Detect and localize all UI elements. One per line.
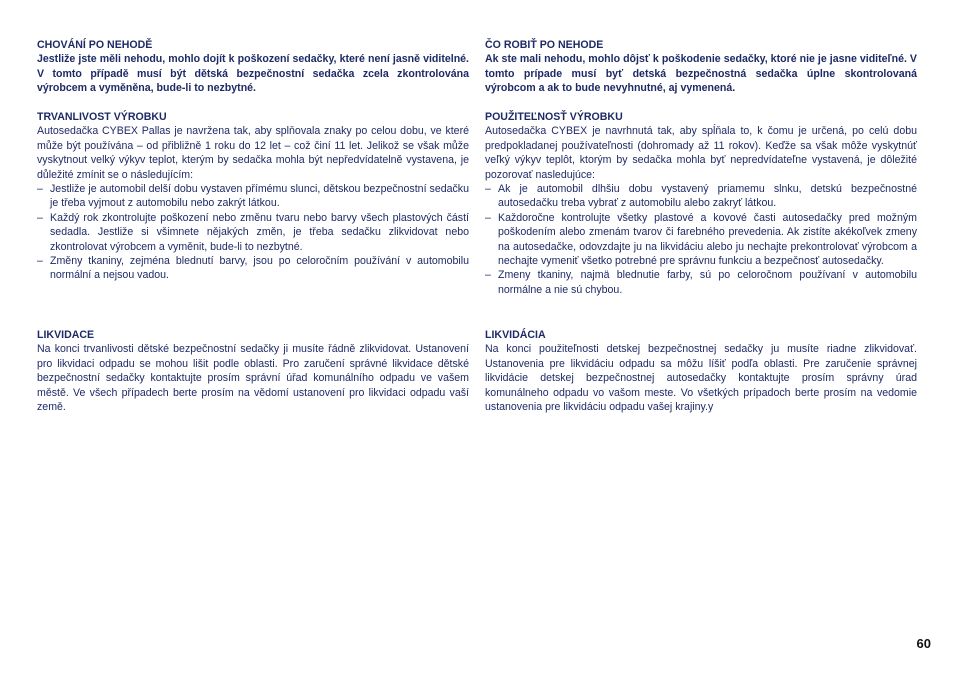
list-item — [37, 211, 469, 254]
warning-text: Jestliže jste měli nehodu, mohlo dojít k poškození sedačky, které není jasně viditelné. V tomto případě musí být dětská bezpečnostní sedačka zcela zkontrolována výrobcem a vyměněna, bude-li to nezbytné. — [37, 53, 469, 95]
crash-section — [37, 38, 469, 96]
dash-list — [37, 182, 469, 283]
dash-list — [485, 182, 917, 297]
paragraph: Na konci použiteľnosti detskej bezpečnostnej sedačky ju musíte riadne zlikvidovať. Ustanovenia pre likvidáciu odpadu sa môžu líšiť podľa oblasti. Pre zaručenie správnej likvidácie detskej bezpečnostnej autosedačky kontaktujte prosím správny úrad komunálneho odpadu vo vašom meste. Vo všetkých prípadoch berte prosím na vedomie ustanovenia pre likvidáciu odpadu vašej krajiny.y — [485, 343, 917, 414]
paragraph: Autosedačka CYBEX Pallas je navržena tak, aby splňovala znaky po celou dobu, ve které může být používána – od přibližně 1 roku do 12 let – což činí 11 let. Jelikož se však může vyskytnout velký výkyv teplot, kterým by sedačka mohla být nepředvídatelně vystavena, je důležité zmínit se o následujícím: — [37, 125, 469, 181]
list-item-text: Každoročne kontrolujte všetky plastové a kovové časti autosedačky pred možným poškodením alebo zmenám tvarov či farebného prevedenia. Ak zistíte akékoľvek zmeny na autosedačke, odovzdajte ju na likvidáciu alebo ju nechajte prekontrolovať výrobcom a nechajte vymeniť všetko potrebné pre správnu funkciu a bezpečnosť autosedačky. — [498, 211, 917, 268]
list-item — [485, 211, 917, 269]
durability-section — [485, 110, 917, 297]
section-heading: POUŽITEĽNOSŤ VÝROBKU — [485, 111, 623, 123]
dash-bullet: – — [37, 183, 43, 196]
disposal-section — [37, 328, 469, 414]
dash-bullet: – — [37, 211, 43, 224]
dash-bullet: – — [485, 269, 491, 282]
section-heading: CHOVÁNÍ PO NEHODĚ — [37, 39, 153, 51]
page-number: 60 — [916, 636, 931, 651]
dash-bullet: – — [485, 211, 491, 224]
section-heading: TRVANLIVOST VÝROBKU — [37, 111, 167, 123]
list-item-text: Změny tkaniny, zejména blednutí barvy, jsou po celoročním používání v automobilu normální a nejsou vadou. — [50, 255, 469, 282]
list-item-text: Zmeny tkaniny, najmä blednutie farby, sú po celoročnom používaní v automobilu normálne a nie sú chybou. — [498, 269, 917, 296]
list-item — [37, 182, 469, 211]
list-item-text: Jestliže je automobil delší dobu vystaven přímému slunci, dětskou bezpečnostní sedačku je třeba vyjmout z automobilu nebo zakrýt látkou. — [50, 183, 469, 210]
list-item — [485, 182, 917, 211]
dash-bullet: – — [485, 183, 491, 196]
disposal-section — [485, 328, 917, 414]
paragraph: Na konci trvanlivosti dětské bezpečnostní sedačky ji musíte řádně zlikvidovat. Ustanovení pro likvidaci odpadu se mohou lišit podle oblasti. Pro zaručení správné likvidace dětské bezpečnostní sedačky kontaktujte prosím správní úřad komunálního odpadu ve vašem městě. Ve všech případech berte prosím na vědomí ustanovení pro likvidaci odpadu vaší země. — [37, 343, 469, 414]
crash-section — [485, 38, 917, 96]
list-item-text: Každý rok zkontrolujte poškození nebo změnu tvaru nebo barvy všech plastových částí sedadla. Jestliže si všimnete nějakých změn, je třeba sedačku zlikvidovat nebo zkontrolovat výrobcem a vyměnit, bude-li to nezbytné. — [50, 211, 469, 253]
list-item — [485, 268, 917, 297]
paragraph: Autosedačka CYBEX je navrhnutá tak, aby spĺňala to, k čomu je určená, po celú dobu predpokladanej používateľnosti (dohromady až 11 rokov). Keďže sa však môže vyskytnúť veľký výkyv teplôt, ktorým by sedačka mohla byť nepredvídateľne vystavená, je dôležité pozorovať nasledujúce: — [485, 125, 917, 181]
durability-section — [37, 110, 469, 283]
list-item-text: Ak je automobil dlhšiu dobu vystavený priamemu slnku, detskú bezpečnostné autosedačku treba vybrať z automobilu alebo zakryť látkou. — [498, 183, 917, 210]
dash-bullet: – — [37, 255, 43, 268]
warning-text: Ak ste mali nehodu, mohlo dôjsť k poškodenie sedačky, ktoré nie je jasne viditeľné. V tomto prípade musí byť detská bezpečnostná sedačka úplne skontrolovaná výrobcom a ak to bude nevyhnutné, aj vymenená. — [485, 53, 917, 95]
section-heading: LIKVIDACE — [37, 329, 95, 341]
section-heading: LIKVIDÁCIA — [485, 329, 546, 341]
list-item — [37, 254, 469, 283]
section-heading: ČO ROBIŤ PO NEHODE — [485, 39, 604, 51]
